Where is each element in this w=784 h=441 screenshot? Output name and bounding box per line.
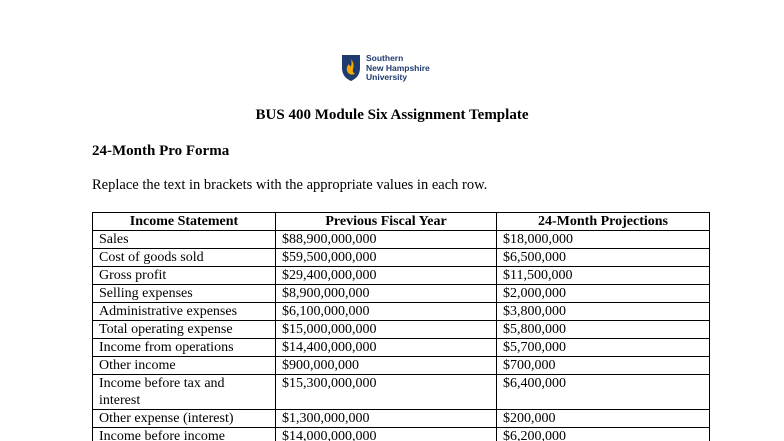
row-label: Other income	[93, 357, 276, 375]
previous-year-value: $15,000,000,000	[276, 321, 497, 339]
table-row	[93, 428, 710, 441]
projection-value: $5,800,000	[497, 321, 710, 339]
table-row	[93, 410, 710, 428]
document-title: BUS 400 Module Six Assignment Template	[255, 107, 529, 123]
previous-year-value: $6,100,000,000	[276, 303, 497, 321]
logo-line-3: University	[366, 72, 408, 82]
previous-year-value: $88,900,000,000	[276, 231, 497, 249]
table-row	[93, 375, 710, 410]
row-label: Income from operations	[93, 339, 276, 357]
logo-line-2: New Hampshire	[366, 62, 430, 73]
projection-value: $6,200,000	[497, 428, 710, 441]
previous-year-value: $15,300,000,000	[276, 375, 497, 410]
previous-year-value: $8,900,000,000	[276, 285, 497, 303]
instruction-text: Replace the text in brackets with the appropriate values in each row.	[92, 177, 488, 193]
university-logo	[341, 54, 430, 83]
table-row	[93, 249, 710, 267]
row-label: Selling expenses	[93, 285, 276, 303]
pro-forma-table	[92, 212, 710, 441]
row-label: Total operating expense	[93, 321, 276, 339]
table-row	[93, 357, 710, 375]
column-header-income-statement: Income Statement	[93, 213, 276, 231]
previous-year-value: $14,000,000,000	[276, 428, 497, 441]
table-row	[93, 231, 710, 249]
row-label: Administrative expenses	[93, 303, 276, 321]
table-row	[93, 339, 710, 357]
table-row	[93, 267, 710, 285]
column-header-previous-fiscal-year: Previous Fiscal Year	[276, 213, 497, 231]
projection-value: $5,700,000	[497, 339, 710, 357]
projection-value: $6,500,000	[497, 249, 710, 267]
projection-value: $6,400,000	[497, 375, 710, 410]
previous-year-value: $29,400,000,000	[276, 267, 497, 285]
row-label: Sales	[93, 231, 276, 249]
logo-wordmark	[366, 54, 430, 83]
table-row	[93, 321, 710, 339]
table-row	[93, 285, 710, 303]
shield-flame-icon	[341, 54, 361, 82]
projection-value: $700,000	[497, 357, 710, 375]
previous-year-value: $900,000,000	[276, 357, 497, 375]
projection-value: $2,000,000	[497, 285, 710, 303]
row-label: Other expense (interest)	[93, 410, 276, 428]
table-row	[93, 303, 710, 321]
previous-year-value: $14,400,000,000	[276, 339, 497, 357]
table-header-row	[93, 213, 710, 231]
previous-year-value: $1,300,000,000	[276, 410, 497, 428]
projection-value: $11,500,000	[497, 267, 710, 285]
projection-value: $3,800,000	[497, 303, 710, 321]
section-heading: 24-Month Pro Forma	[92, 143, 230, 159]
projection-value: $200,000	[497, 410, 710, 428]
logo-line-1: Southern	[366, 53, 404, 63]
row-label: Cost of goods sold	[93, 249, 276, 267]
projection-value: $18,000,000	[497, 231, 710, 249]
column-header-24-month-projections: 24-Month Projections	[497, 213, 710, 231]
row-label: Income before income	[93, 428, 276, 441]
row-label: Gross profit	[93, 267, 276, 285]
row-label: Income before tax and interest	[93, 375, 276, 410]
previous-year-value: $59,500,000,000	[276, 249, 497, 267]
